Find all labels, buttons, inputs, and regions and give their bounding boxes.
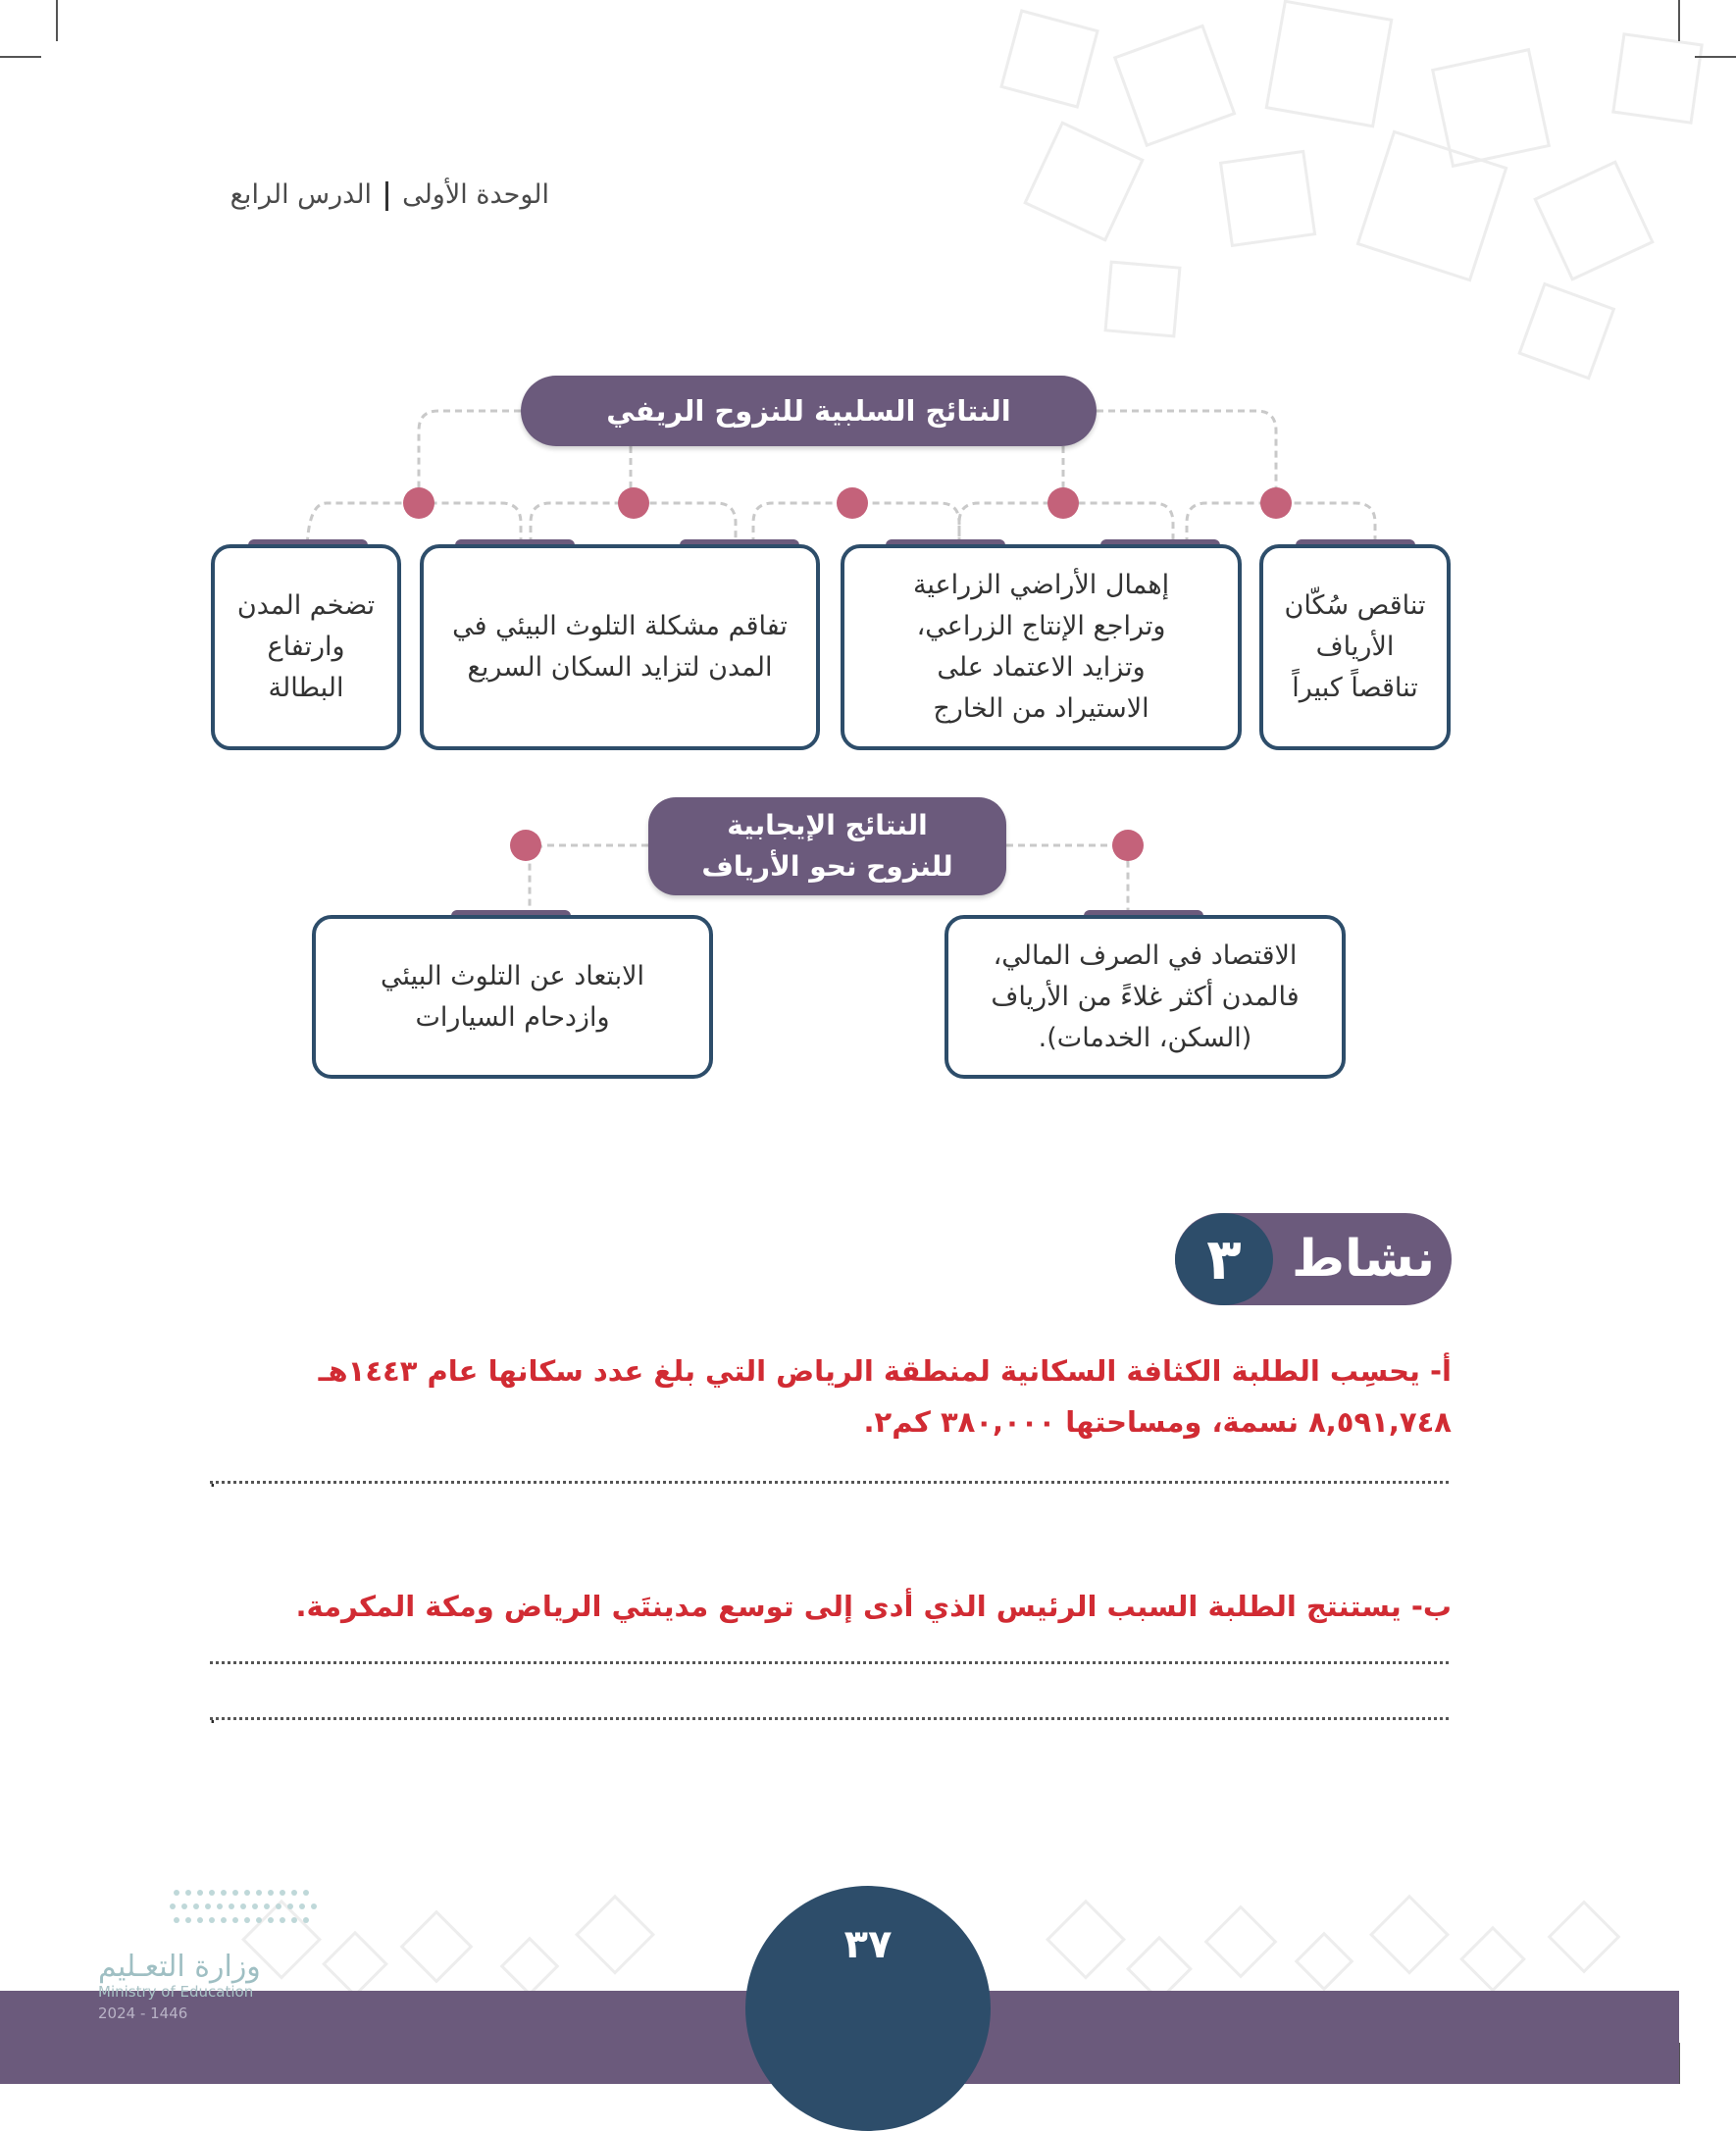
positive-title-line1: النتائج الإيجابية [727,809,928,841]
crop-mark [56,0,58,41]
item-line: فالمدن أكثر غلاءً من الأرياف [991,981,1300,1012]
negative-title-pill [521,376,1097,446]
item-line: تناقص سُكّان [1284,590,1426,621]
question-a-line2: ٨,٥٩١,٧٤٨ نسمة، ومساحتها ٣٨٠,٠٠٠ كم٢. [863,1405,1452,1439]
answer-line-a[interactable] [210,1481,1449,1484]
item-line: وارتفاع [267,632,345,662]
ministry-logo-english: Ministry of Education [98,1983,254,2001]
activity-label: نشاط [1292,1230,1435,1289]
item-line: تفاقم مشكلة التلوث البيئي في [452,611,788,641]
item-line: (السكن، الخدمات). [1038,1022,1252,1053]
answer-line-b2[interactable] [210,1717,1449,1720]
answer-line-end-dot: . [209,1701,217,1729]
item-line: تضخم المدن [236,590,376,621]
header-separator [385,181,388,211]
negative-item-rural-depopulation [1259,544,1451,750]
crop-mark [1695,56,1736,58]
item-line: المدن لتزايد السكان السريع [467,652,773,683]
negative-item-city-swelling [211,544,401,750]
question-a-line1: أ- يحسِب الطلبة الكثافة السكانية لمنطقة الرياض التي بلغ عدد سكانها عام ١٤٤٣هـ [318,1354,1452,1388]
negative-item-agriculture-decline [841,544,1242,750]
page-number: ٣٧ [843,1922,893,1967]
answer-line-b1[interactable] [210,1661,1449,1664]
edition-year: 2024 - 1446 [98,2004,188,2022]
crop-mark [0,56,41,58]
item-line: إهمال الأراضي الزراعية [912,570,1170,600]
unit-title: الوحدة الأولى [402,179,549,210]
running-header [230,179,549,211]
negative-item-urban-pollution [420,544,820,750]
activity-number: ٣ [1175,1213,1273,1305]
item-line: الابتعاد عن التلوث البيئي [380,960,645,991]
ministry-logo-arabic: وزارة التعـليم [98,1950,261,1984]
item-line: وتزايد الاعتماد على [937,652,1146,683]
item-line: الاقتصاد في الصرف المالي، [993,939,1298,971]
item-line: وازدحام السيارات [415,1001,610,1033]
item-line: الأرياف [1315,632,1395,662]
positive-title-line2: للنزوح نحو الأرياف [701,850,953,883]
positive-title-pill [648,797,1006,895]
item-line: وتراجع الإنتاج الزراعي، [916,611,1166,641]
lesson-title: الدرس الرابع [230,179,373,210]
positive-item-cost-saving [945,915,1346,1079]
crop-mark [1678,0,1680,41]
item-line: البطالة [268,673,344,703]
question-b: ب- يستنتج الطلبة السبب الرئيس الذي أدى إلى توسع مدينتَي الرياض ومكة المكرمة. [295,1590,1452,1623]
item-line: تناقصاً كبيراً [1292,673,1418,703]
negative-title: النتائج السلبية للنزوح الريفي [606,394,1011,428]
item-line: الاستيراد من الخارج [933,693,1149,724]
answer-line-end-dot: . [209,1465,217,1493]
positive-item-less-pollution [312,915,713,1079]
